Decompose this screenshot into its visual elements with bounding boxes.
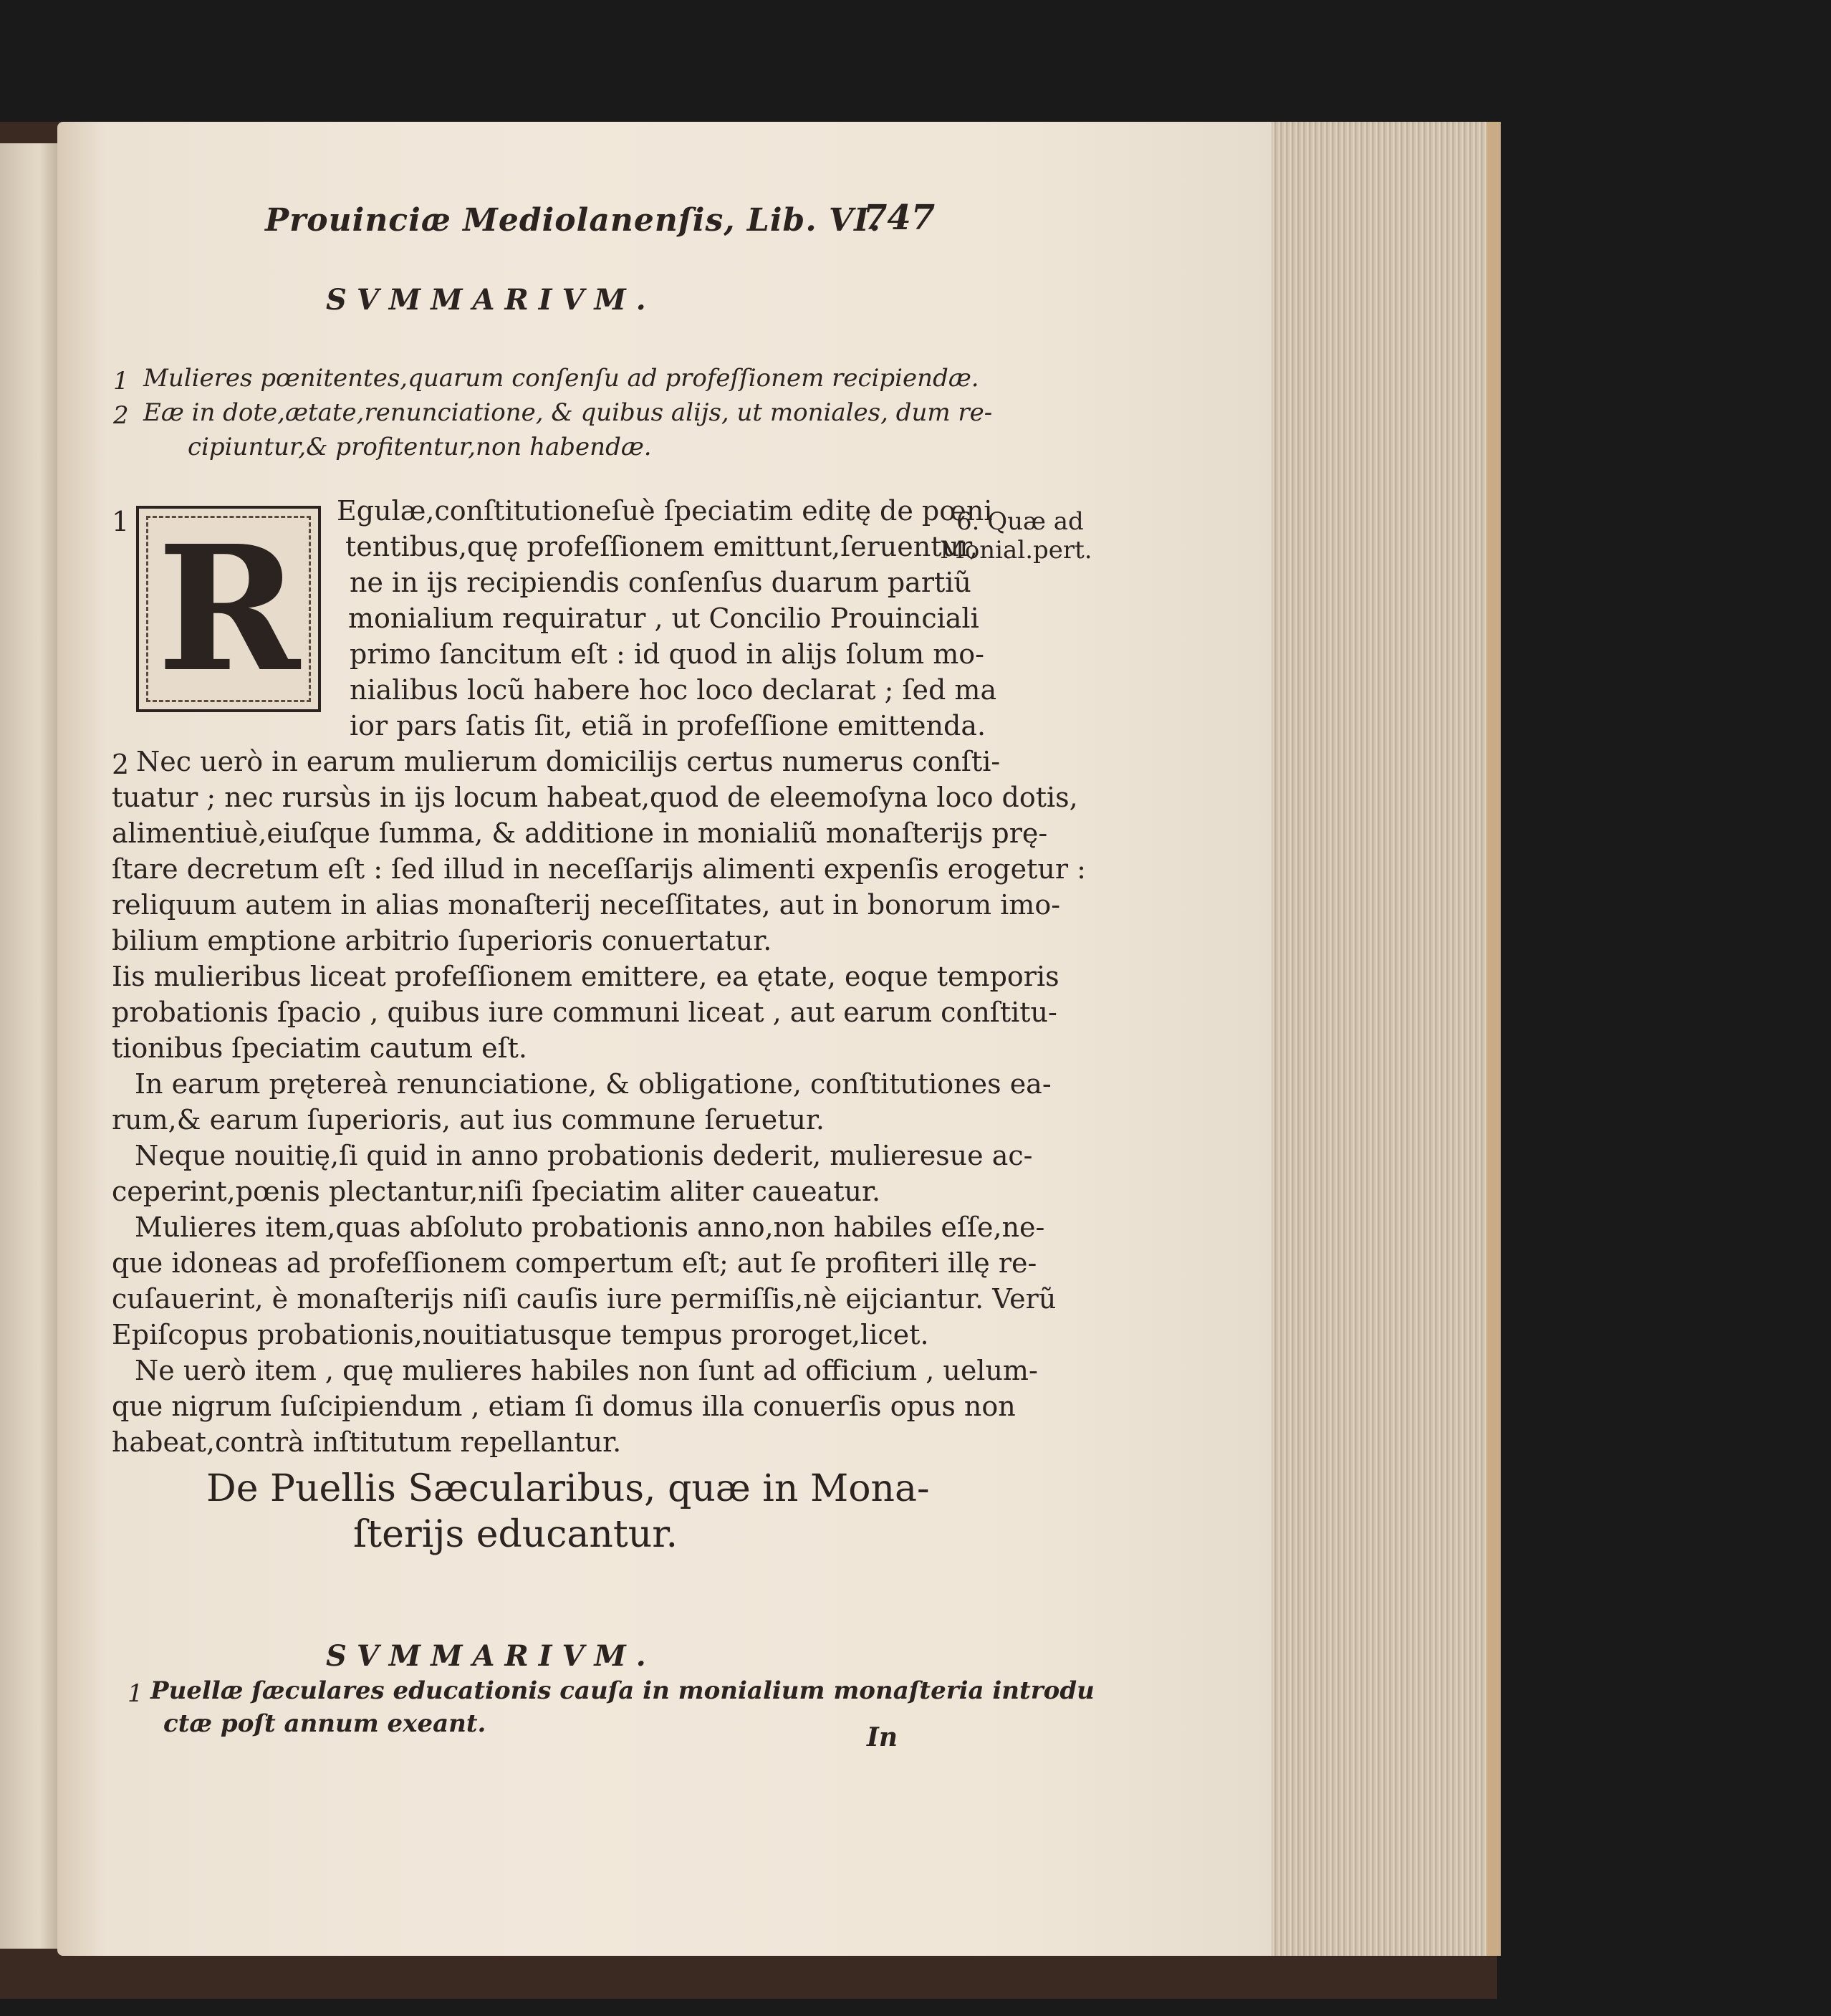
body-line: cuſauerint, è monaſterijs niſi cauſis iure permiſſis,nè eijciantur. Verũ bbox=[112, 1283, 1057, 1315]
summarium-heading: SVMMARIVM. bbox=[326, 1639, 656, 1673]
running-header: Prouinciæ Mediolanenſis, Lib. VI. bbox=[265, 202, 881, 239]
body-line: Neque nouitię,ſi quid in anno probationis dederit, mulieresue ac- bbox=[135, 1140, 1033, 1171]
left-page-edge bbox=[0, 143, 64, 1949]
summary-item-number: 1 bbox=[113, 367, 129, 395]
paragraph-line: Egulæ,conſtitutioneſuè ſpeciatim editę de pœni bbox=[337, 495, 993, 527]
paragraph-line: primo ſancitum eſt : id quod in alijs ſolum mo- bbox=[350, 638, 985, 670]
paragraph-line: ne in ijs recipiendis conſenſus duarum partiũ bbox=[350, 567, 971, 598]
body-line: reliquum autem in alias monaſterij neceſſitates, aut in bonorum imo- bbox=[112, 889, 1061, 921]
summary-item-line: ctæ poſt annum exeant. bbox=[163, 1709, 486, 1738]
summary-item-line: Puellæ ſæculares educationis cauſa in monialium monaſteria introdu bbox=[150, 1676, 1095, 1705]
paragraph-line: tentibus,quę profeſſionem emittunt,ſeruentur, bbox=[345, 531, 979, 562]
section-title: De Puellis Sæcularibus, quæ in Mona- bbox=[206, 1467, 930, 1510]
section-title: ſterijs educantur. bbox=[353, 1513, 678, 1556]
paragraph-line: ior pars ſatis ſit, etiã in profeſſione emittenda. bbox=[350, 710, 986, 741]
decorated-initial: R bbox=[136, 506, 321, 712]
body-line: bilium emptione arbitrio ſuperioris conuertatur. bbox=[112, 925, 772, 956]
summary-item-number: 1 bbox=[128, 1679, 143, 1708]
paragraph-number: 2 bbox=[112, 749, 130, 780]
body-line: alimentiuè,eiuſque ſumma, & additione in monialiũ monaſterijs prę- bbox=[112, 817, 1048, 849]
summarium-heading: SVMMARIVM. bbox=[326, 283, 656, 317]
paragraph-number: 1 bbox=[112, 506, 130, 537]
body-line: ſtare decretum eſt : ſed illud in neceſſarijs alimenti expenſis erogetur : bbox=[112, 853, 1086, 885]
margin-note: Monial.pert. bbox=[940, 536, 1092, 565]
body-line: Mulieres item,quas abſoluto probationis anno,non habiles eſſe,ne- bbox=[135, 1211, 1045, 1243]
body-line: que nigrum ſuſcipiendum , etiam ſi domus illa conuerſis opus non bbox=[112, 1391, 1016, 1422]
body-line: In earum prętereà renunciatione, & obligatione, conſtitutiones ea- bbox=[135, 1068, 1052, 1100]
body-line: Ne uerò item , quę mulieres habiles non ſunt ad officium , uelum- bbox=[135, 1355, 1038, 1386]
body-line: rum,& earum ſuperioris, aut ius commune ſeruetur. bbox=[112, 1104, 825, 1136]
body-line: habeat,contrà inſtitutum repellantur. bbox=[112, 1426, 622, 1458]
body-line: Epiſcopus probationis,nouitiatusque tempus proroget,licet. bbox=[112, 1319, 929, 1350]
body-line: que idoneas ad profeſſionem compertum eſt; aut ſe profiteri illę re- bbox=[112, 1247, 1037, 1279]
body-line: tuatur ; nec rursùs in ijs locum habeat,quod de eleemoſyna loco dotis, bbox=[112, 782, 1078, 813]
summary-item-number: 2 bbox=[113, 401, 129, 430]
body-line: tionibus ſpeciatim cautum eſt. bbox=[112, 1032, 527, 1064]
paragraph-line: monialium requiratur , ut Concilio Prouinciali bbox=[348, 603, 979, 634]
body-line: Nec uerò in earum mulierum domicilijs certus numerus conſti- bbox=[136, 746, 1001, 777]
body-line: probationis ſpacio , quibus iure communi liceat , aut earum conſtitu- bbox=[112, 997, 1057, 1028]
page-edges bbox=[1272, 122, 1501, 1956]
catchword: In bbox=[867, 1722, 898, 1752]
margin-note: 6. Quæ ad bbox=[956, 507, 1084, 536]
body-line: Iis mulieribus liceat profeſſionem emittere, ea ętate, eoque temporis bbox=[112, 961, 1059, 992]
summary-item-line: Mulieres pœnitentes,quarum conſenſu ad profeſſionem recipiendæ. bbox=[143, 364, 979, 393]
summary-item-line: Eæ in dote,ætate,renunciatione, & quibus alijs, ut moniales, dum re- bbox=[143, 398, 993, 427]
page-number: 747 bbox=[863, 198, 936, 238]
paragraph-line: nialibus locũ habere hoc loco declarat ; ſed ma bbox=[350, 674, 997, 706]
summary-item-line: cipiuntur,& profitentur,non habendæ. bbox=[188, 433, 652, 461]
body-line: ceperint,pœnis plectantur,niſi ſpeciatim aliter caueatur. bbox=[112, 1176, 881, 1207]
